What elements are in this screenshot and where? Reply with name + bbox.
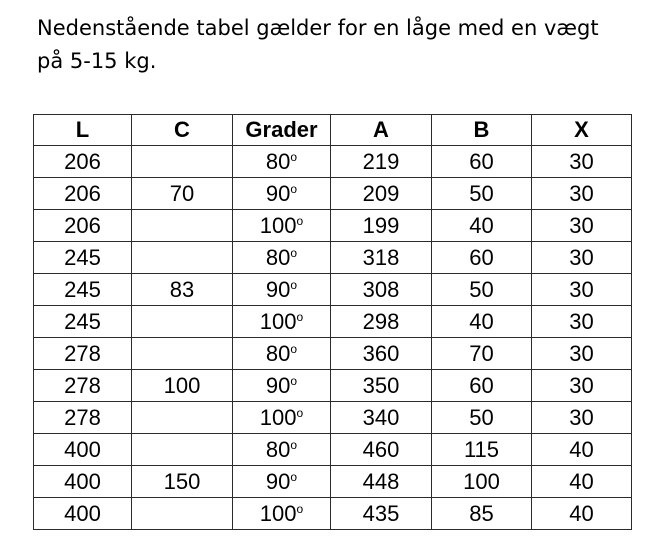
cell-a: 298: [331, 306, 432, 338]
cell-x: 40: [532, 498, 632, 530]
degree-value: 90: [265, 181, 291, 206]
cell-grader: [233, 178, 331, 210]
cell-grader: [233, 146, 331, 178]
cell-grader: [233, 242, 331, 274]
table-row: [34, 338, 632, 370]
degree-symbol: o: [296, 502, 304, 516]
table-row: [34, 306, 632, 338]
cell-a: 460: [331, 434, 432, 466]
header-x: X: [532, 115, 632, 146]
cell-l: 206: [34, 178, 132, 210]
cell-a: 308: [331, 274, 432, 306]
cell-l: 245: [34, 306, 132, 338]
cell-grader: [233, 434, 331, 466]
cell-a: 219: [331, 146, 432, 178]
degree-value: 100: [259, 309, 297, 334]
cell-x: 30: [532, 338, 632, 370]
cell-a: 350: [331, 370, 432, 402]
cell-b: 60: [432, 146, 532, 178]
cell-grader: [233, 498, 331, 530]
degree-value: 80: [265, 341, 291, 366]
cell-x: 30: [532, 306, 632, 338]
header-c: C: [132, 115, 233, 146]
cell-l: 245: [34, 242, 132, 274]
cell-a: 360: [331, 338, 432, 370]
cell-c: [132, 306, 233, 338]
table-row: [34, 242, 632, 274]
header-l: L: [34, 115, 132, 146]
cell-l: 400: [34, 466, 132, 498]
degree-value: 80: [265, 245, 291, 270]
degree-symbol: o: [290, 246, 298, 260]
intro-line-2: på 5-15 kg.: [37, 49, 157, 73]
table-body: [34, 146, 632, 530]
cell-grader: [233, 466, 331, 498]
cell-l: 278: [34, 402, 132, 434]
header-a: A: [331, 115, 432, 146]
cell-b: 70: [432, 338, 532, 370]
cell-a: 435: [331, 498, 432, 530]
cell-grader: [233, 402, 331, 434]
degree-symbol: o: [290, 470, 298, 484]
cell-c: [132, 146, 233, 178]
cell-grader: [233, 274, 331, 306]
degree-value: 80: [265, 437, 291, 462]
degree-symbol: o: [290, 438, 298, 452]
cell-x: 30: [532, 274, 632, 306]
cell-x: 30: [532, 146, 632, 178]
degree-value: 90: [265, 469, 291, 494]
cell-c: [132, 242, 233, 274]
cell-l: 206: [34, 210, 132, 242]
cell-c: [132, 338, 233, 370]
degree-symbol: o: [296, 214, 304, 228]
cell-grader: [233, 306, 331, 338]
cell-l: 400: [34, 498, 132, 530]
cell-b: 115: [432, 434, 532, 466]
degree-symbol: o: [290, 342, 298, 356]
header-b: B: [432, 115, 532, 146]
cell-x: 30: [532, 370, 632, 402]
cell-x: 30: [532, 402, 632, 434]
cell-x: 40: [532, 466, 632, 498]
cell-grader: [233, 338, 331, 370]
cell-grader: [233, 370, 331, 402]
cell-b: 100: [432, 466, 532, 498]
cell-l: 278: [34, 370, 132, 402]
degree-symbol: o: [296, 310, 304, 324]
cell-c: 150: [132, 466, 233, 498]
cell-l: 245: [34, 274, 132, 306]
table-row: [34, 498, 632, 530]
gate-table: [33, 114, 632, 530]
degree-symbol: o: [290, 150, 298, 164]
cell-grader: [233, 210, 331, 242]
table-row: [34, 370, 632, 402]
header-grader: Grader: [233, 115, 331, 146]
degree-symbol: o: [296, 406, 304, 420]
cell-c: [132, 402, 233, 434]
degree-symbol: o: [290, 278, 298, 292]
cell-b: 40: [432, 210, 532, 242]
cell-b: 60: [432, 370, 532, 402]
intro-line-1: Nedenstående tabel gælder for en låge med en vægt: [37, 16, 599, 40]
cell-x: 30: [532, 210, 632, 242]
degree-value: 100: [259, 501, 297, 526]
degree-value: 90: [265, 277, 291, 302]
degree-value: 100: [259, 213, 297, 238]
cell-x: 40: [532, 434, 632, 466]
cell-b: 40: [432, 306, 532, 338]
cell-a: 318: [331, 242, 432, 274]
cell-c: [132, 210, 233, 242]
degree-symbol: o: [290, 182, 298, 196]
table-row: [34, 274, 632, 306]
cell-c: 83: [132, 274, 233, 306]
cell-b: 50: [432, 178, 532, 210]
cell-c: 70: [132, 178, 233, 210]
cell-x: 30: [532, 178, 632, 210]
degree-value: 100: [259, 405, 297, 430]
table-row: [34, 146, 632, 178]
table-row: [34, 210, 632, 242]
cell-b: 50: [432, 402, 532, 434]
cell-c: [132, 498, 233, 530]
table-row: [34, 402, 632, 434]
cell-c: 100: [132, 370, 233, 402]
cell-a: 340: [331, 402, 432, 434]
table-header-row: [34, 115, 632, 146]
degree-value: 80: [265, 149, 291, 174]
cell-a: 209: [331, 178, 432, 210]
degree-value: 90: [265, 373, 291, 398]
cell-b: 60: [432, 242, 532, 274]
table-row: [34, 466, 632, 498]
gate-table-container: [33, 114, 632, 530]
cell-a: 448: [331, 466, 432, 498]
cell-b: 50: [432, 274, 532, 306]
cell-l: 206: [34, 146, 132, 178]
table-row: [34, 434, 632, 466]
intro-text: [37, 12, 637, 78]
cell-x: 30: [532, 242, 632, 274]
cell-b: 85: [432, 498, 532, 530]
cell-l: 400: [34, 434, 132, 466]
table-row: [34, 178, 632, 210]
degree-symbol: o: [290, 374, 298, 388]
cell-c: [132, 434, 233, 466]
cell-l: 278: [34, 338, 132, 370]
cell-a: 199: [331, 210, 432, 242]
